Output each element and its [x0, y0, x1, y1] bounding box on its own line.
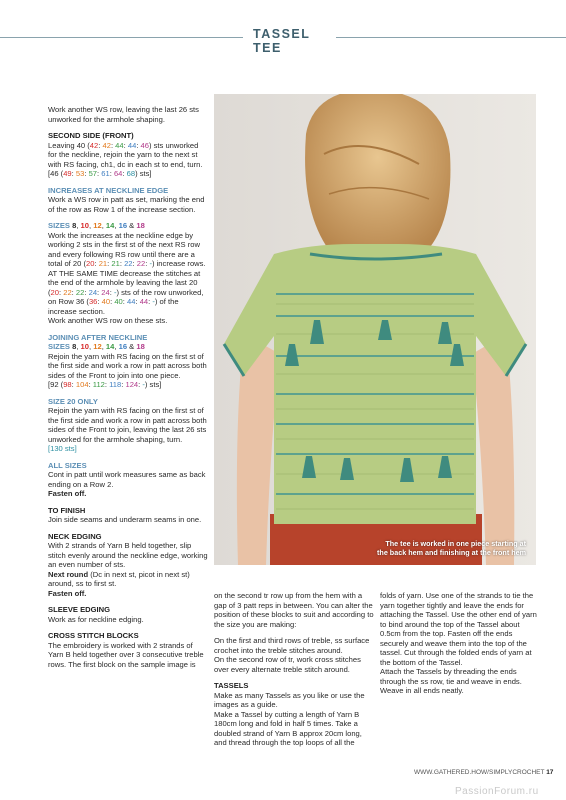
para-tassels: Make as many Tassels as you like or use the images as a guide. Make a Tassel by cutting a length of Yarn B 180cm long and fold in half 5 times. Take a doubled strand of Yarn B approx 20cm long, and thread through the top loops of all the	[214, 690, 365, 747]
heading-increases: INCREASES AT NECKLINE EDGE	[48, 185, 169, 195]
heading-to-finish: TO FINISH	[48, 505, 86, 515]
heading-joining: JOINING AFTER NECKLINE	[48, 332, 148, 342]
page-number: 17	[546, 769, 554, 776]
heading-all-sizes: ALL SIZES	[48, 460, 87, 470]
para-col3-1: folds of yarn. Use one of the strands to tie the yarn together tightly and leave the ends for attaching the Tassel. Use the other end of yarn to bind around the top of the Tassel about 0.5cm from the top. Fasten off the ends securely and weave them into the top of the tassel. Cut through the folded ends of yarn at the bottom of the Tassel. Attach the Tassels by threading the ends through the ss row, tie and weave in ends. Weave in all ends neatly.	[380, 591, 537, 695]
page-title: TASSEL TEE	[253, 27, 311, 55]
column-middle	[214, 591, 374, 755]
watermark: PassionForum.ru	[455, 786, 539, 797]
para-second-side: Leaving 40 (42: 42: 44: 44: 46) sts unworked for the neckline, rejoin the yarn to the next st with RS facing, ch1, dc in each st to end, turn. [46 (49: 53: 57: 61: 64: 68) sts]	[48, 140, 203, 178]
photo-illustration	[214, 94, 536, 565]
para-ws-row: Work another WS row, leaving the last 26 sts unworked for the armhole shaping.	[48, 105, 199, 124]
para-cross-stitch: The embroidery is worked with 2 strands of Yarn B held together over 3 consecutive treble rows. The first block on the sample image is	[48, 640, 204, 669]
header-rule-right	[336, 37, 566, 38]
photo-caption: The tee is worked in one piece starting at the back hem and finishing at the front hem	[377, 539, 526, 557]
column-right	[380, 591, 540, 703]
para-size-20: Rejoin the yarn with RS facing on the first st of the first side and work a row in patt across both sides of the Front to join, leaving the last 26 sts unworked for the armhole shaping, turn. [130 sts]	[48, 406, 207, 453]
photo-tassel-tee	[214, 94, 536, 565]
sizes-line-joining: SIZES 8, 10, 12, 14, 16 & 18	[48, 342, 145, 351]
heading-cross-stitch: CROSS STITCH BLOCKS	[48, 631, 139, 640]
para-increases-2: Work the increases at the neckline edge by working 2 sts in the first st of the next RS row and every following RS row until there are a total of 20 (20: 21: 21: 22: 22: -) increase rows. AT THE SAME TIME decrease the stitches at the end of the armhole by leaving the last 20 (20: 22: 22: 24: 24: -) sts of the row unworked, on Row 36 (36: 40: 40: 44: 44: -) of the increase section. Work another WS row on these sts.	[48, 230, 206, 325]
heading-size-20: SIZE 20 ONLY	[48, 396, 98, 406]
para-col2-2: On the first and third rows of treble, ss surface crochet into the treble stitches around. On the second row of tr, work cross stitches over every alternate treble stitch around.	[214, 636, 370, 674]
footer	[414, 769, 553, 776]
para-joining: Rejoin the yarn with RS facing on the first st of the first side and work a row in patt across both sides of the Front to join into one piece. [92 (98: 104: 112: 118: 124: -) sts]	[48, 351, 207, 389]
sizes-line-increases: SIZES 8, 10, 12, 14, 16 & 18	[48, 221, 145, 230]
footer-site: WWW.GATHERED.HOW/SIMPLYCROCHET	[414, 769, 545, 776]
para-col2-1: on the second tr row up from the hem with a gap of 3 patt reps in between. You can alter the position of these blocks to suit and according to the size you are making:	[214, 591, 374, 629]
para-increases-1: Work a WS row in patt as set, marking the end of the row as Row 1 of the increase section.	[48, 195, 205, 214]
heading-neck-edging: NECK EDGING	[48, 531, 102, 541]
header-rule-left	[0, 37, 243, 38]
para-sleeve-edging: Work as for neckline edging.	[48, 614, 144, 624]
column-left	[48, 105, 208, 676]
heading-second-side: SECOND SIDE (FRONT)	[48, 131, 134, 140]
heading-sleeve-edging: SLEEVE EDGING	[48, 605, 111, 614]
para-all-sizes: Cont in patt until work measures same as back ending on a Row 2. Fasten off.	[48, 470, 206, 498]
heading-tassels: TASSELS	[214, 681, 249, 690]
para-neck-edging: With 2 strands of Yarn B held together, slip stitch evenly around the neckline edge, working an even number of sts. Next round (Dc in next st, picot in next st) around, ss to first st. Fasten off.	[48, 541, 208, 598]
para-to-finish: Join side seams and underarm seams in one.	[48, 515, 202, 524]
